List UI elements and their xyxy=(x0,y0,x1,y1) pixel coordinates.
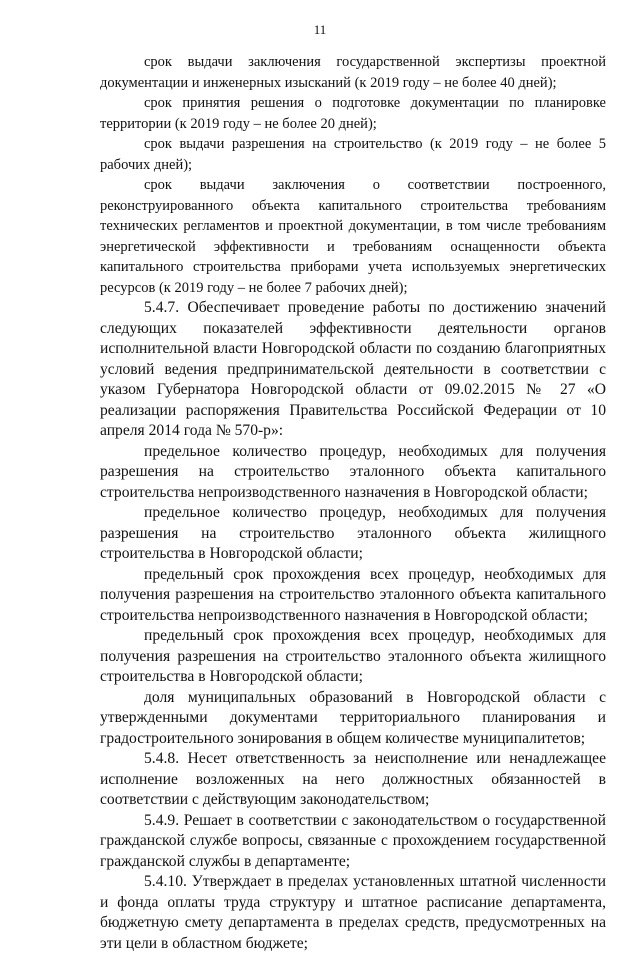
document-body xyxy=(100,52,606,954)
paragraph-term-housing: предельный срок прохождения всех процедур, необходимых для получения разрешения на строительство эталонного объекта жилищного строительства в Новгородской области; xyxy=(100,627,606,685)
paragraph-municipal-share: доля муниципальных образований в Новгородской области с утвержденными документами территориального планирования и градостроительного зонирования в общем количестве муниципалитетов; xyxy=(100,688,606,747)
page-number: 11 xyxy=(313,22,327,37)
paragraph-term-nonproduction: предельный срок прохождения всех процедур, необходимых для получения разрешения на строительство эталонного объекта капитального строительства непроизводственного назначения в Новгородской области; xyxy=(100,565,606,624)
paragraph-procedures-nonproduction: предельное количество процедур, необходимых для получения разрешения на строительство эталонного объекта капитального строительства непроизводственного назначения в Новгородской области; xyxy=(100,442,606,501)
paragraph-5-4-9: 5.4.9. Решает в соответствии с законодательством о государственной гражданской службе вопросы, связанные с прохождением государственной гражданской службы в департаменте; xyxy=(100,811,606,870)
paragraph-5-4-8: 5.4.8. Несет ответственность за неисполнение или ненадлежащее исполнение возложенных на него должностных обязанностей в соответствии с действующим законодательством; xyxy=(100,750,606,808)
paragraph-planning-decision-term: срок принятия решения о подготовке документации по планировке территории (к 2019 году – не более 20 дней); xyxy=(100,95,606,132)
paragraph-expertise-term: срок выдачи заключения государственной экспертизы проектной документации и инженерных изысканий (к 2019 году – не более 40 дней); xyxy=(100,54,606,91)
paragraph-procedures-housing: предельное количество процедур, необходимых для получения разрешения на строительство эталонного объекта жилищного строительства в Новгородской области; xyxy=(100,504,606,562)
paragraph-5-4-10: 5.4.10. Утверждает в пределах установленных штатной численности и фонда оплаты труда структуру и штатное расписание департамента, бюджетную смету департамента в пределах средств, предусмотренных на эти цели в областном бюджете; xyxy=(100,873,606,952)
paragraph-compliance-conclusion-term: срок выдачи заключения о соответствии построенного, реконструированного объекта капитального строительства требованиям технических регламентов и проектной документации, в том числе требованиям энергетической эффективности и требованиям оснащенности объекта капитального строительства приборами учета используемых энергетических ресурсов (к 2019 году – не более 7 рабочих дней); xyxy=(100,177,606,296)
paragraph-building-permit-term: срок выдачи разрешения на строительство (к 2019 году – не более 5 рабочих дней); xyxy=(100,136,606,173)
paragraph-5-4-7: 5.4.7. Обеспечивает проведение работы по достижению значений следующих показателей эффективности деятельности органов исполнительной власти Новгородской области по созданию благоприятных условий ведения предпринимательской деятельности в соответствии с указом Губернатора Новгородской области от 09.02.2015 № 27 «О реализации распоряжения Правительства Российской Федерации от 10 апреля 2014 года № 570-р»: xyxy=(100,299,606,439)
